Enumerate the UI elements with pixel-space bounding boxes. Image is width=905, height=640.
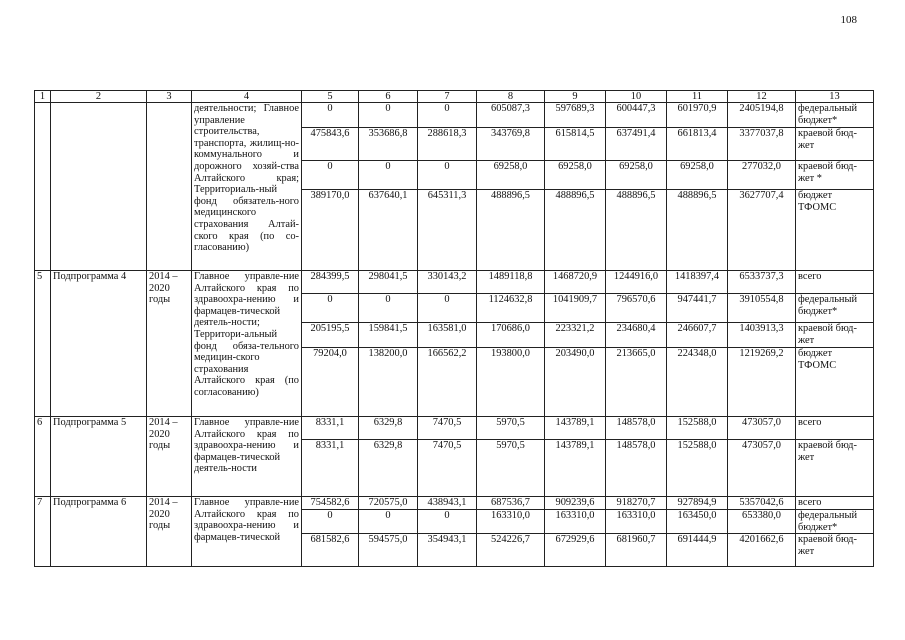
value-cell: 594575,0 <box>359 534 418 567</box>
value-cell: 473057,0 <box>728 440 796 497</box>
value-cell: 163310,0 <box>606 510 667 534</box>
program-years: 2014 – 2020 годы <box>147 271 192 417</box>
value-cell: 6329,8 <box>359 417 418 440</box>
value-cell: 138200,0 <box>359 348 418 417</box>
funding-source: всего <box>796 497 874 510</box>
value-cell: 597689,3 <box>545 103 606 128</box>
executor-description: Главное управле-ние Алтайского края по здравоохра-нению и фармацев-тической деятель-ности; Территори-альный фонд обяза-тельного медицин-ского страхования Алтайского края (по согласованию) <box>192 271 302 417</box>
value-cell: 223321,2 <box>545 323 606 348</box>
value-cell: 3910554,8 <box>728 294 796 323</box>
value-cell: 0 <box>302 294 359 323</box>
value-cell: 163450,0 <box>667 510 728 534</box>
value-cell: 645311,3 <box>418 190 477 271</box>
value-cell: 69258,0 <box>477 161 545 190</box>
value-cell: 69258,0 <box>667 161 728 190</box>
value-cell: 4201662,6 <box>728 534 796 567</box>
value-cell: 148578,0 <box>606 417 667 440</box>
funding-source: федеральный бюджет* <box>796 510 874 534</box>
value-cell: 3627707,4 <box>728 190 796 271</box>
value-cell: 661813,4 <box>667 128 728 161</box>
value-cell: 7470,5 <box>418 440 477 497</box>
value-cell: 6533737,3 <box>728 271 796 294</box>
value-cell: 69258,0 <box>545 161 606 190</box>
value-cell: 600447,3 <box>606 103 667 128</box>
value-cell: 8331,1 <box>302 417 359 440</box>
value-cell: 389170,0 <box>302 190 359 271</box>
executor-description: Главное управле-ние Алтайского края по здравоохра-нению и фармацев-тической деятель-ности <box>192 417 302 497</box>
executor-description: Главное управле-ние Алтайского края по здравоохра-нению и фармацев-тической <box>192 497 302 567</box>
value-cell: 163310,0 <box>545 510 606 534</box>
value-cell: 1489118,8 <box>477 271 545 294</box>
value-cell: 1403913,3 <box>728 323 796 348</box>
table-row <box>35 417 874 440</box>
value-cell: 524226,7 <box>477 534 545 567</box>
col-header: 5 <box>302 91 359 103</box>
value-cell: 159841,5 <box>359 323 418 348</box>
value-cell: 277032,0 <box>728 161 796 190</box>
value-cell: 0 <box>302 510 359 534</box>
program-name: Подпрограмма 6 <box>51 497 147 567</box>
value-cell: 3377037,8 <box>728 128 796 161</box>
value-cell: 298041,5 <box>359 271 418 294</box>
col-header: 12 <box>728 91 796 103</box>
value-cell: 927894,9 <box>667 497 728 510</box>
header-row <box>35 91 874 103</box>
col-header: 7 <box>418 91 477 103</box>
value-cell: 0 <box>302 103 359 128</box>
value-cell: 79204,0 <box>302 348 359 417</box>
value-cell: 203490,0 <box>545 348 606 417</box>
value-cell: 354943,1 <box>418 534 477 567</box>
value-cell: 1124632,8 <box>477 294 545 323</box>
value-cell: 605087,3 <box>477 103 545 128</box>
value-cell: 5970,5 <box>477 440 545 497</box>
value-cell: 148578,0 <box>606 440 667 497</box>
value-cell: 720575,0 <box>359 497 418 510</box>
funding-source: федеральный бюджет* <box>796 294 874 323</box>
value-cell: 754582,6 <box>302 497 359 510</box>
value-cell: 2405194,8 <box>728 103 796 128</box>
value-cell: 284399,5 <box>302 271 359 294</box>
value-cell: 615814,5 <box>545 128 606 161</box>
col-header: 11 <box>667 91 728 103</box>
value-cell: 0 <box>359 294 418 323</box>
value-cell: 288618,3 <box>418 128 477 161</box>
value-cell: 7470,5 <box>418 417 477 440</box>
value-cell: 473057,0 <box>728 417 796 440</box>
funding-source: краевой бюд-жет <box>796 534 874 567</box>
row-number: 7 <box>35 497 51 567</box>
value-cell: 5357042,6 <box>728 497 796 510</box>
value-cell: 143789,1 <box>545 417 606 440</box>
executor-description: деятельности; Главное управление строительства, транспорта, жилищ-но-коммунального и дорожного хозяй-ства Алтайского края; Территориаль-ный фонд обязатель-ного медицинского страхования Алтай-ского края (по со-гласованию) <box>192 103 302 271</box>
value-cell: 343769,8 <box>477 128 545 161</box>
table-row <box>35 497 874 510</box>
col-header: 13 <box>796 91 874 103</box>
value-cell: 8331,1 <box>302 440 359 497</box>
value-cell: 1468720,9 <box>545 271 606 294</box>
funding-source: краевой бюд-жет <box>796 128 874 161</box>
value-cell: 0 <box>418 510 477 534</box>
value-cell: 909239,6 <box>545 497 606 510</box>
value-cell: 166562,2 <box>418 348 477 417</box>
value-cell: 0 <box>302 161 359 190</box>
program-name: Подпрограмма 5 <box>51 417 147 497</box>
funding-source: краевой бюд-жет <box>796 323 874 348</box>
program-years: 2014 – 2020 годы <box>147 497 192 567</box>
value-cell: 0 <box>359 103 418 128</box>
value-cell: 918270,7 <box>606 497 667 510</box>
value-cell: 5970,5 <box>477 417 545 440</box>
col-header: 10 <box>606 91 667 103</box>
value-cell: 0 <box>418 294 477 323</box>
value-cell: 69258,0 <box>606 161 667 190</box>
funding-source: краевой бюд-жет <box>796 440 874 497</box>
col-header: 9 <box>545 91 606 103</box>
value-cell: 687536,7 <box>477 497 545 510</box>
col-header: 4 <box>192 91 302 103</box>
program-name: Подпрограмма 4 <box>51 271 147 417</box>
value-cell: 143789,1 <box>545 440 606 497</box>
value-cell: 0 <box>418 103 477 128</box>
value-cell: 213665,0 <box>606 348 667 417</box>
value-cell: 947441,7 <box>667 294 728 323</box>
col-header: 8 <box>477 91 545 103</box>
value-cell: 234680,4 <box>606 323 667 348</box>
value-cell: 193800,0 <box>477 348 545 417</box>
value-cell: 796570,6 <box>606 294 667 323</box>
value-cell: 637640,1 <box>359 190 418 271</box>
value-cell: 653380,0 <box>728 510 796 534</box>
value-cell: 488896,5 <box>606 190 667 271</box>
value-cell: 1244916,0 <box>606 271 667 294</box>
value-cell: 438943,1 <box>418 497 477 510</box>
table-row <box>35 271 874 294</box>
row-number: 6 <box>35 417 51 497</box>
value-cell: 0 <box>359 510 418 534</box>
funding-source: краевой бюд-жет * <box>796 161 874 190</box>
value-cell: 488896,5 <box>477 190 545 271</box>
value-cell: 488896,5 <box>545 190 606 271</box>
row-number: 5 <box>35 271 51 417</box>
funding-source: бюджет ТФОМС <box>796 190 874 271</box>
value-cell: 0 <box>418 161 477 190</box>
col-header: 1 <box>35 91 51 103</box>
page-number: 108 <box>840 14 857 26</box>
value-cell: 205195,5 <box>302 323 359 348</box>
funding-source: бюджет ТФОМС <box>796 348 874 417</box>
row-number <box>35 103 51 271</box>
program-name <box>51 103 147 271</box>
col-header: 2 <box>51 91 147 103</box>
value-cell: 224348,0 <box>667 348 728 417</box>
value-cell: 330143,2 <box>418 271 477 294</box>
funding-source: всего <box>796 271 874 294</box>
value-cell: 488896,5 <box>667 190 728 271</box>
value-cell: 672929,6 <box>545 534 606 567</box>
value-cell: 1041909,7 <box>545 294 606 323</box>
funding-source: федеральный бюджет* <box>796 103 874 128</box>
value-cell: 1219269,2 <box>728 348 796 417</box>
value-cell: 1418397,4 <box>667 271 728 294</box>
program-years <box>147 103 192 271</box>
budget-table <box>34 90 874 567</box>
col-header: 3 <box>147 91 192 103</box>
value-cell: 152588,0 <box>667 440 728 497</box>
value-cell: 681582,6 <box>302 534 359 567</box>
value-cell: 475843,6 <box>302 128 359 161</box>
table-row <box>35 103 874 128</box>
value-cell: 163310,0 <box>477 510 545 534</box>
value-cell: 601970,9 <box>667 103 728 128</box>
value-cell: 353686,8 <box>359 128 418 161</box>
value-cell: 170686,0 <box>477 323 545 348</box>
value-cell: 152588,0 <box>667 417 728 440</box>
value-cell: 6329,8 <box>359 440 418 497</box>
value-cell: 0 <box>359 161 418 190</box>
value-cell: 691444,9 <box>667 534 728 567</box>
value-cell: 637491,4 <box>606 128 667 161</box>
funding-source: всего <box>796 417 874 440</box>
value-cell: 246607,7 <box>667 323 728 348</box>
value-cell: 163581,0 <box>418 323 477 348</box>
col-header: 6 <box>359 91 418 103</box>
program-years: 2014 – 2020 годы <box>147 417 192 497</box>
value-cell: 681960,7 <box>606 534 667 567</box>
